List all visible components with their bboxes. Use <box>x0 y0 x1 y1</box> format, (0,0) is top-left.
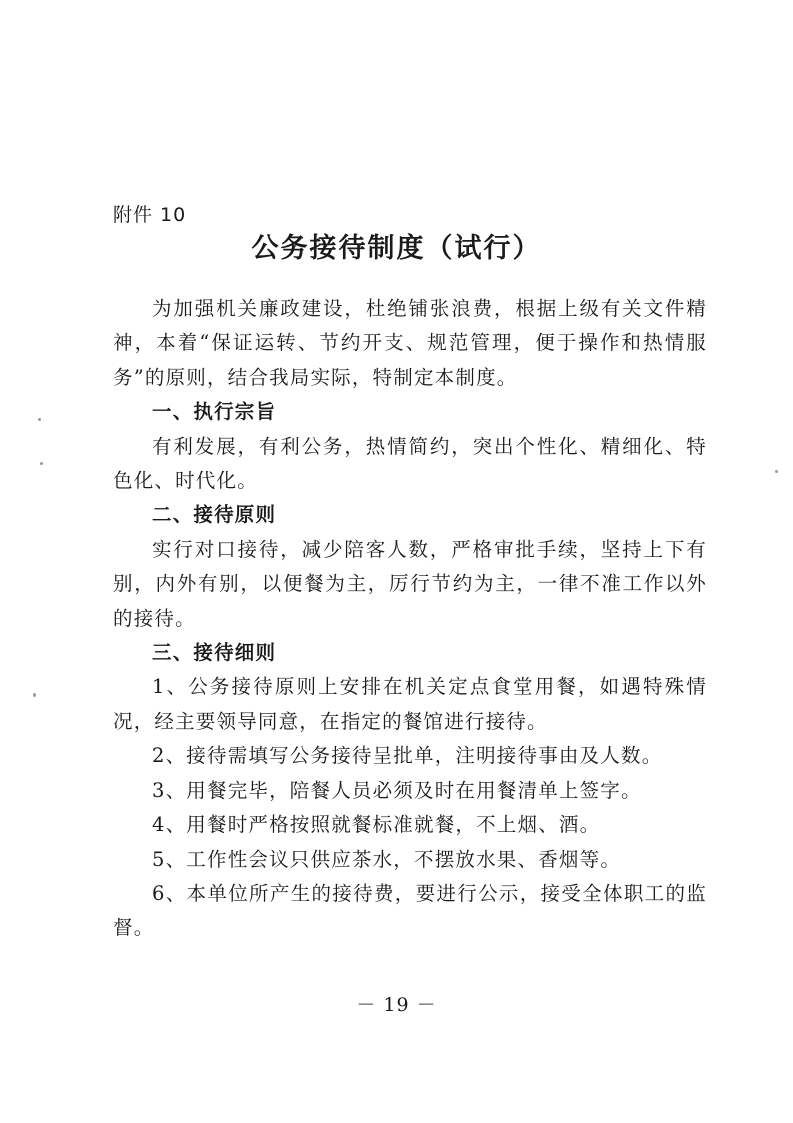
scan-artifact-dot <box>775 470 778 473</box>
rule-item-1: 1、公务接待原则上安排在机关定点食堂用餐，如遇特殊情况，经主要领导同意，在指定的餐馆进行接待。 <box>113 675 707 733</box>
section-heading-rules: 三、接待细则 <box>152 641 277 665</box>
paragraph-principles: 实行对口接待，减少陪客人数，严格审批手续，坚持上下有别，内外有别，以便餐为主，厉行节约为主，一律不准工作以外的接待。 <box>113 537 707 630</box>
paragraph-purpose: 有利发展，有利公务，热情简约，突出个性化、精细化、特色化、时代化。 <box>113 434 707 493</box>
attachment-label: 附件 10 <box>113 204 187 226</box>
rule-item-2: 2、接待需填写公务接待呈批单，注明接待事由及人数。 <box>152 744 663 768</box>
rule-item-3: 3、用餐完毕，陪餐人员必须及时在用餐清单上签字。 <box>152 778 642 802</box>
scan-artifact-dot <box>33 693 36 697</box>
document-body <box>113 292 707 946</box>
scan-artifact-dot <box>40 462 43 465</box>
rule-item-6: 6、本单位所产生的接待费，要进行公示，接受全体职工的监督。 <box>113 881 707 940</box>
document-title: 公务接待制度（试行） <box>251 233 542 264</box>
rule-item-4: 4、用餐时严格按照就餐标准就餐，不上烟、酒。 <box>152 813 601 837</box>
paragraph-intro: 为加强机关廉政建设，杜绝铺张浪费，根据上级有关文件精神，本着“保证运转、节约开支、规范管理，便于操作和热情服务”的原则，结合我局实际，特制定本制度。 <box>113 297 707 389</box>
scan-artifact-dot <box>38 418 41 421</box>
section-heading-purpose: 一、执行宗旨 <box>152 400 277 424</box>
rule-item-5: 5、工作性会议只供应茶水，不摆放水果、香烟等。 <box>152 847 622 871</box>
page-number: － 19 － <box>356 994 437 1016</box>
section-heading-principles: 二、接待原则 <box>152 503 277 527</box>
